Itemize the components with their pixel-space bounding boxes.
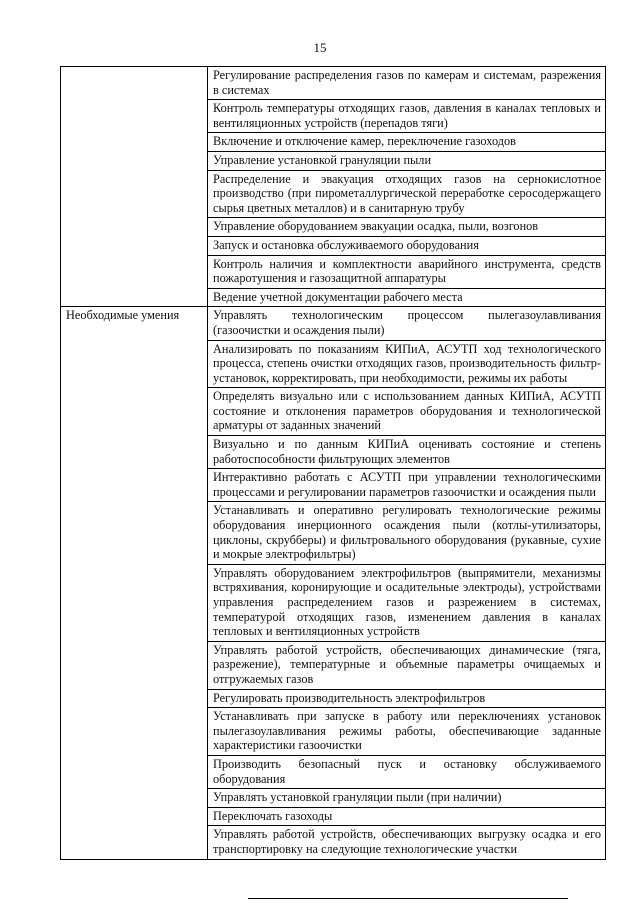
table-cell: Переключать газоходы — [208, 807, 606, 826]
table-cell: Контроль наличия и комплектности аварийного инструмента, средств пожаротушения и газозащитной аппаратуры — [208, 255, 606, 288]
table-cell: Устанавливать и оперативно регулировать технологические режимы оборудования инерционного осаждения пыли (котлы-утилизаторы, циклоны, скрубберы) и фильтровального оборудования (рукавные, сухие и мокрые электрофильтры) — [208, 502, 606, 564]
table-cell: Управлять работой устройств, обеспечивающих динамические (тяга, разрежение), температурные и объемные параметры очищаемых и отгружаемых газов — [208, 641, 606, 689]
table-cell: Распределение и эвакуация отходящих газов на сернокислотное производство (при пирометаллургической переработке серосодержащего сырья цветных металлов) и в санитарную трубу — [208, 170, 606, 218]
table-cell: Устанавливать при запуске в работу или переключениях установок пылегазоулавливания режимы работы, обеспечивающие заданные характеристики газоочистки — [208, 708, 606, 756]
table-cell: Анализировать по показаниям КИПиА, АСУТП ход технологического процесса, степень очистки отходящих газов, производительность фильтр-установок, корректировать, при необходимости, режимы их работы — [208, 340, 606, 388]
table-cell: Визуально и по данным КИПиА оценивать состояние и степень работоспособности фильтрующих элементов — [208, 436, 606, 469]
table-cell: Регулирование распределения газов по камерам и системам, разрежения в системах — [208, 67, 606, 100]
table-cell: Производить безопасный пуск и остановку обслуживаемого оборудования — [208, 755, 606, 788]
table-cell: Запуск и остановка обслуживаемого оборудования — [208, 236, 606, 255]
bottom-rule — [248, 898, 568, 899]
table-row — [61, 307, 606, 340]
table-cell: Ведение учетной документации рабочего места — [208, 288, 606, 307]
continued-label-cell — [61, 67, 208, 307]
table-cell: Регулировать производительность электрофильтров — [208, 689, 606, 708]
requirements-table — [60, 66, 606, 860]
table-cell: Определять визуально или с использованием данных КИПиА, АСУТП состояние и отклонения параметров оборудования и технологической арматуры от заданных значений — [208, 388, 606, 436]
table-cell: Управление установкой грануляции пыли — [208, 151, 606, 170]
table-cell: Управлять установкой грануляции пыли (при наличии) — [208, 789, 606, 808]
table-cell: Управлять технологическим процессом пылегазоулавливания (газоочистки и осаждения пыли) — [208, 307, 606, 340]
table-cell: Управлять работой устройств, обеспечивающих выгрузку осадка и его транспортировку на следующие технологические участки — [208, 826, 606, 859]
section-label: Необходимые умения — [61, 307, 208, 859]
page-number: 15 — [313, 40, 327, 55]
table-cell: Включение и отключение камер, переключение газоходов — [208, 133, 606, 152]
table-cell: Интерактивно работать с АСУТП при управлении технологическими процессами и регулировании параметров газоочистки и осаждения пыли — [208, 469, 606, 502]
table-cell: Управлять оборудованием электрофильтров (выпрямители, механизмы встряхивания, коронирующие и осадительные электроды), устройствами управления распределением газов и разрежением в системах, температурой отходящих газов, изменением давления в каналах тепловых и вентиляционных устройств — [208, 564, 606, 641]
table-cell: Контроль температуры отходящих газов, давления в каналах тепловых и вентиляционных устройств (перепадов тяги) — [208, 100, 606, 133]
table-cell: Управление оборудованием эвакуации осадка, пыли, возгонов — [208, 218, 606, 237]
table-row — [61, 67, 606, 100]
